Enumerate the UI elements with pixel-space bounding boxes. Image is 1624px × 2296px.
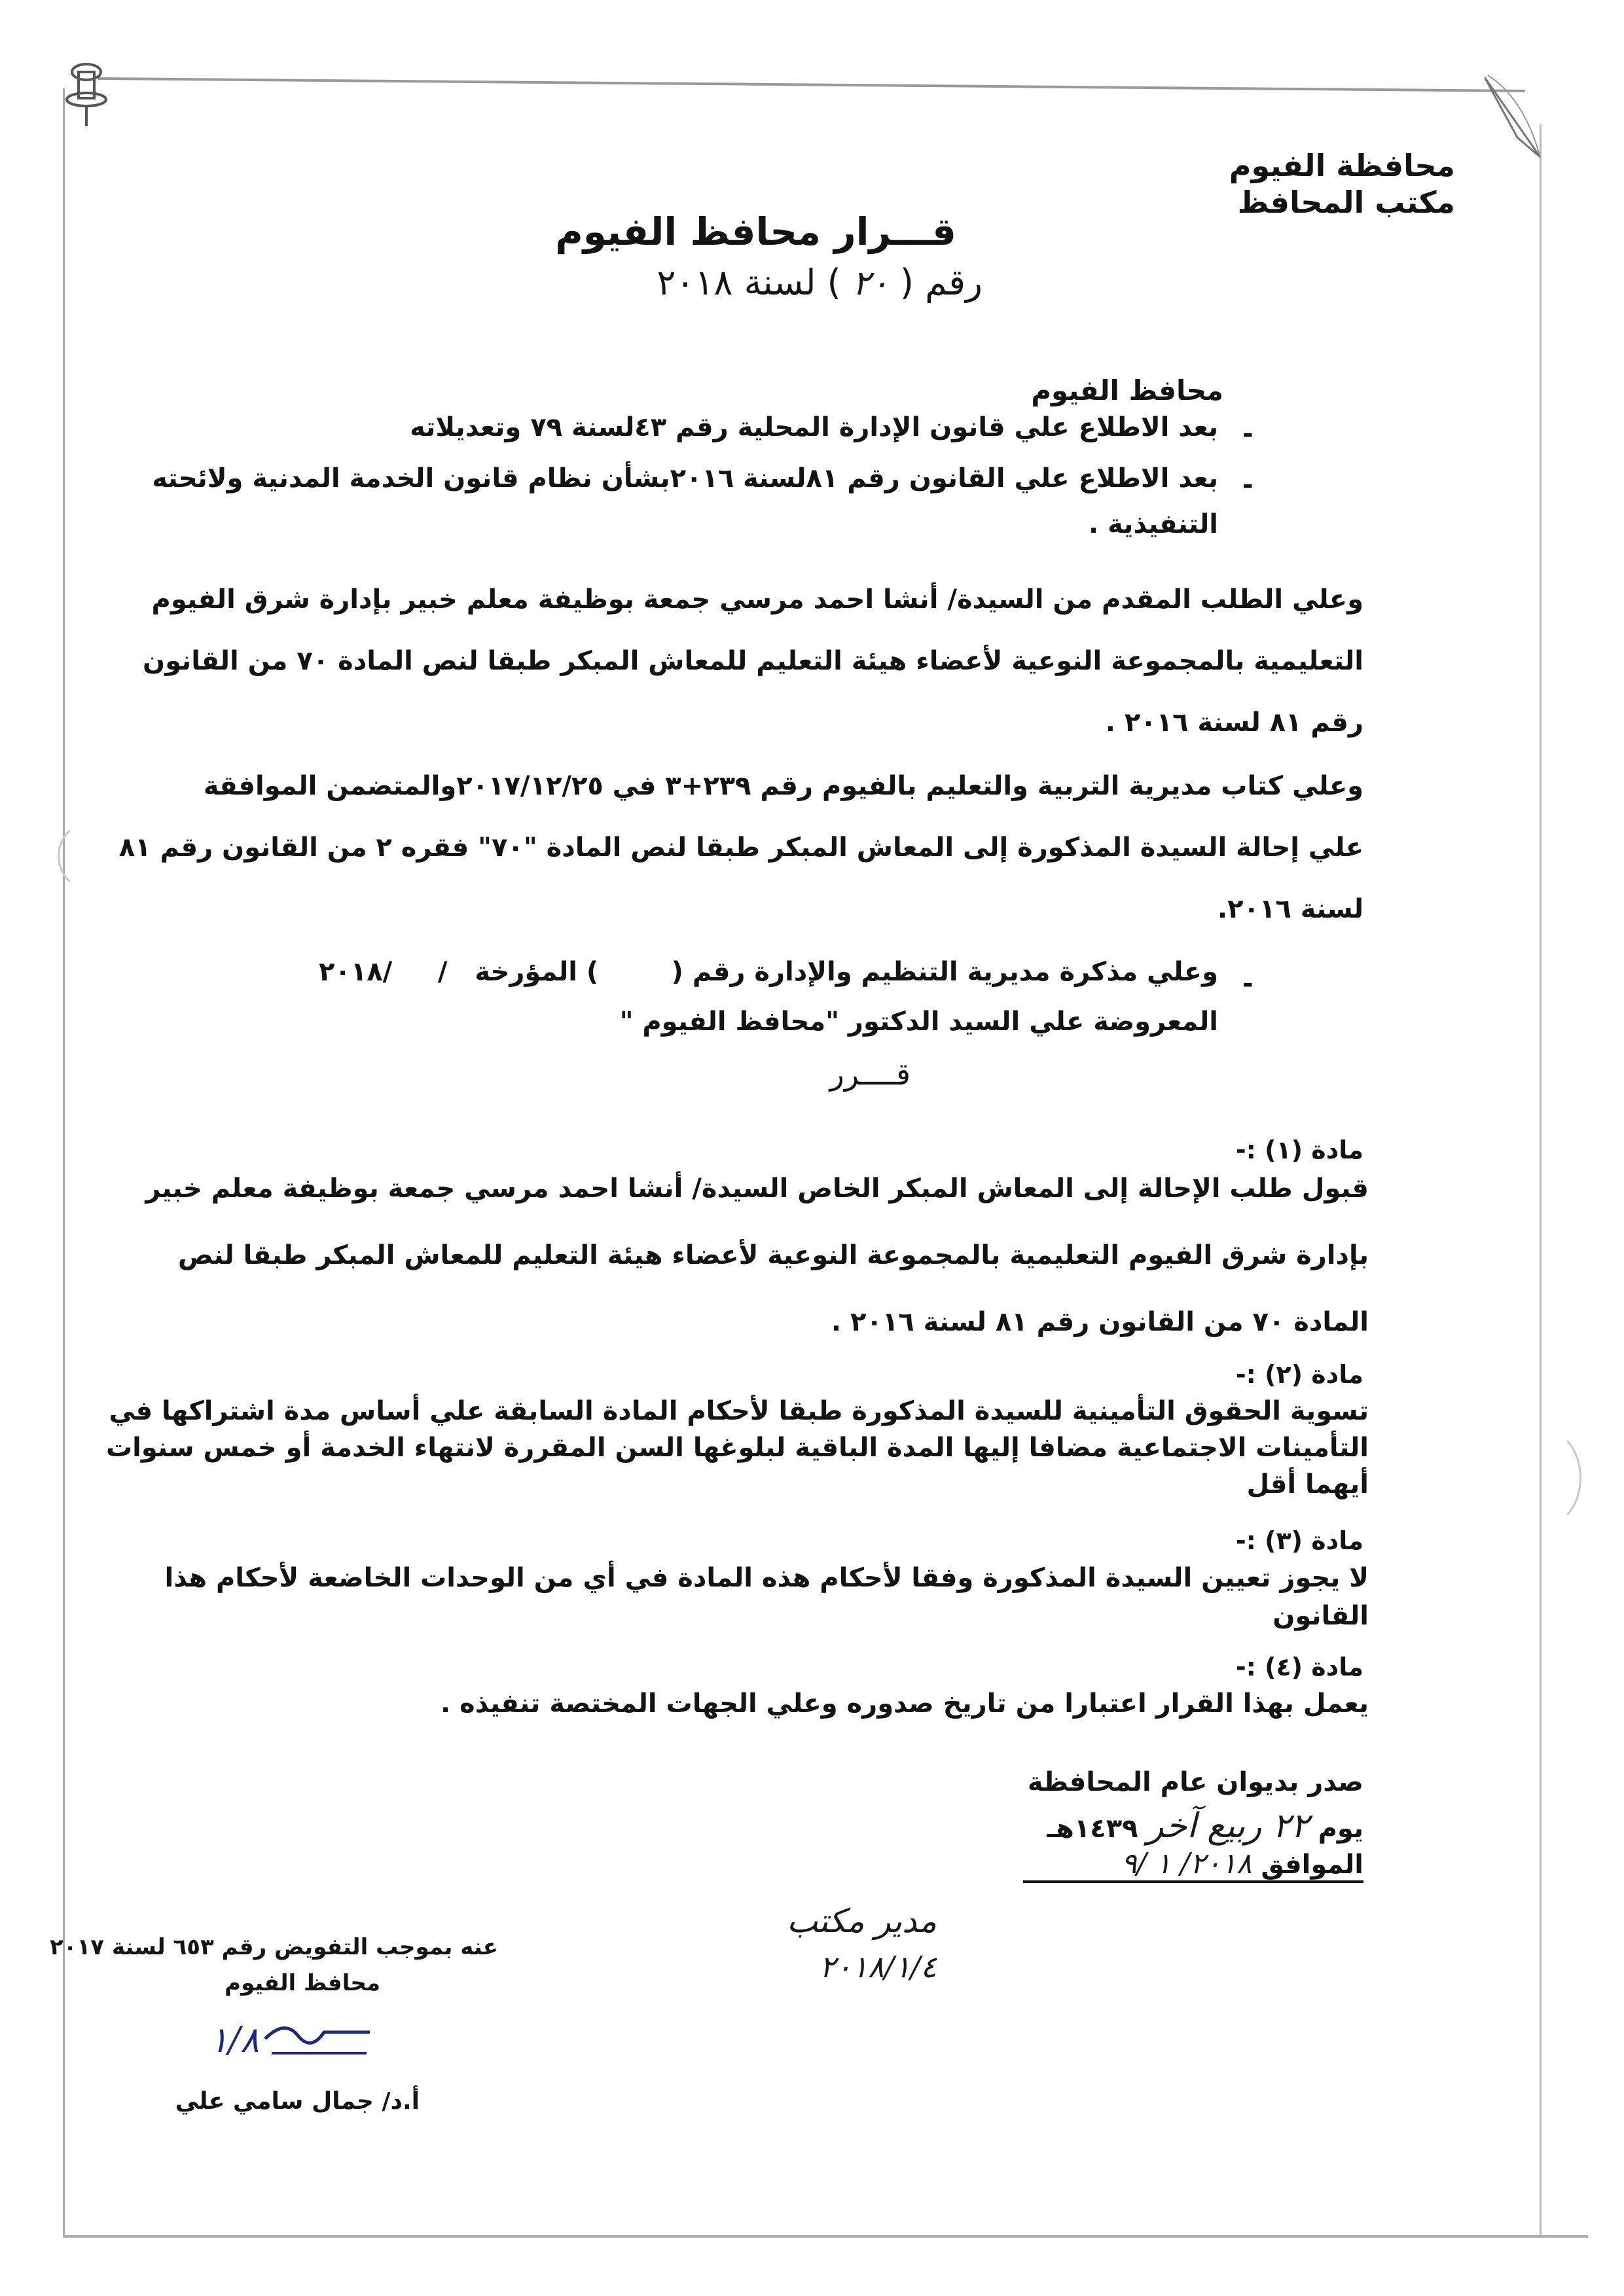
scan-edge-bottom <box>63 2235 1588 2238</box>
article-4-text: يعمل بهذا القرار اعتبارا من تاريخ صدوره وعلي الجهات المختصة تنفيذه . <box>441 1689 1369 1719</box>
preamble-bullet-1: بعد الاطلاع علي قانون الإدارة المحلية رقم ٤٣لسنة ٧٩ وتعديلاته <box>410 412 1218 442</box>
bullet-dash: - <box>1242 470 1254 500</box>
preamble-paragraph-1: وعلي الطلب المقدم من السيدة/ أنشا احمد مرسي جمعة بوظيفة معلم خبير بإدارة شرق الفيوم التعليمية بالمجموعة النوعية لأعضاء هيئة التعليم للمعاش المبكر طبقا لنص المادة ٧٠ من القانون رقم ٨١ لسنة ٢٠١٦ . <box>142 584 1363 738</box>
article-3-text: لا يجوز تعيين السيدة المذكورة وفقا لأحكام هذه المادة في أي من الوحدات الخاضعة لأحكام هذا القانون <box>164 1563 1369 1631</box>
office-name: مكتب المحافظ <box>1237 185 1455 220</box>
article-1-text: قبول طلب الإحالة إلى المعاش المبكر الخاص السيدة/ أنشا احمد مرسي جمعة بوظيفة معلم خبير بإدارة شرق الفيوم التعليمية بالمجموعة النوعية لأعضاء هيئة التعليم للمعاش المبكر طبقا لنص المادة ٧٠ من القانون رقم ٨١ لسنة ٢٠١٦ . <box>145 1174 1369 1337</box>
page-curl-corner <box>1485 72 1550 164</box>
delegation-line: عنه بموجب التفويض رقم ٦٥٣ لسنة ٢٠١٧ <box>49 1934 498 1960</box>
article-4-title: مادة (٤) :- <box>1235 1653 1363 1681</box>
preamble-heading: محافظ الفيوم <box>1031 374 1223 406</box>
issued-day-label: يوم <box>1318 1814 1363 1844</box>
signature-date-handwritten: ١/٨ <box>209 2019 259 2060</box>
binder-hole-mark <box>1499 1427 1581 1529</box>
governorate-header <box>1180 147 1455 221</box>
bullet-dash: - <box>1242 969 1254 999</box>
article-1-title: مادة (١) :- <box>1235 1136 1363 1164</box>
issued-hijri-year: ١٤٣٩هـ <box>1047 1814 1138 1844</box>
decree-title: قـــرار محافظ الفيوم <box>555 209 956 254</box>
scan-edge-left <box>63 88 65 2235</box>
article-2-text: تسوية الحقوق التأمينية للسيدة المذكورة طبقا لأحكام المادة السابقة علي أساس مدة اشتراكها في التأمينات الاجتماعية مضافا إليها المدة الباقية لبلوغها السن المقررة لانتهاء الخدمة أو خمس سنوات أيهما أقل <box>105 1396 1369 1499</box>
memo-line-1: وعلي مذكرة مديرية التنظيم والإدارة رقم ( ) المؤرخة / /٢٠١٨ <box>318 957 1218 987</box>
decree-number-line: رقم ( ٢٠ ) لسنة ٢٠١٨ <box>657 262 983 303</box>
signatory-name: أ.د/ جمال سامي علي <box>175 2088 420 2115</box>
gregorian-date: ٢٠١٨/ ١ /٩ <box>1121 1847 1252 1880</box>
scan-edge-top <box>98 77 1525 92</box>
article-2-title: مادة (٢) :- <box>1235 1360 1363 1389</box>
issued-day-handwritten: ٢٢ ربيع آخر <box>1147 1806 1309 1846</box>
preamble-bullet-2-cont: التنفيذية . <box>1088 509 1218 539</box>
preamble-paragraph-2: وعلي كتاب مديرية التربية والتعليم بالفيوم رقم ٢٣٩+٣ في ٢٠١٧/١٢/٢٥والمتضمن الموافقة علي إحالة السيدة المذكورة إلى المعاش المبكر طبقا لنص المادة "٧٠" فقره ٢ من القانون رقم ٨١ لسنة ٢٠١٦. <box>118 771 1363 924</box>
preamble-bullet-2: بعد الاطلاع علي القانون رقم ٨١لسنة ٢٠١٦بشأن نظام قانون الخدمة المدنية ولائحته <box>152 463 1218 493</box>
pushpin-icon <box>60 58 113 130</box>
issued-gregorian-line <box>1023 1847 1363 1883</box>
decision-word: قــــرر <box>829 1056 911 1092</box>
issued-day-line <box>905 1806 1363 1846</box>
office-director-handwriting: مدير مكتب ٢٠١٨/١/٤ <box>786 1902 937 1984</box>
decree-number-handwritten: ٢٠ <box>852 264 889 303</box>
issued-line: صدر بديوان عام المحافظة <box>1027 1767 1363 1797</box>
scan-edge-right <box>1540 124 1542 2235</box>
decree-year: لسنة ٢٠١٨ <box>657 262 816 303</box>
article-3-title: مادة (٣) :- <box>1235 1526 1363 1555</box>
bullet-dash: - <box>1242 419 1254 449</box>
governorate-name: محافظة الفيوم <box>1229 148 1455 183</box>
delegation-governor: محافظ الفيوم <box>225 1970 380 1996</box>
memo-line-2: المعروضة علي السيد الدكتور "محافظ الفيوم " <box>619 1007 1218 1037</box>
number-label: رقم <box>925 262 983 303</box>
gregorian-label: الموافق <box>1261 1850 1363 1880</box>
governor-signature-ink <box>259 2013 376 2065</box>
